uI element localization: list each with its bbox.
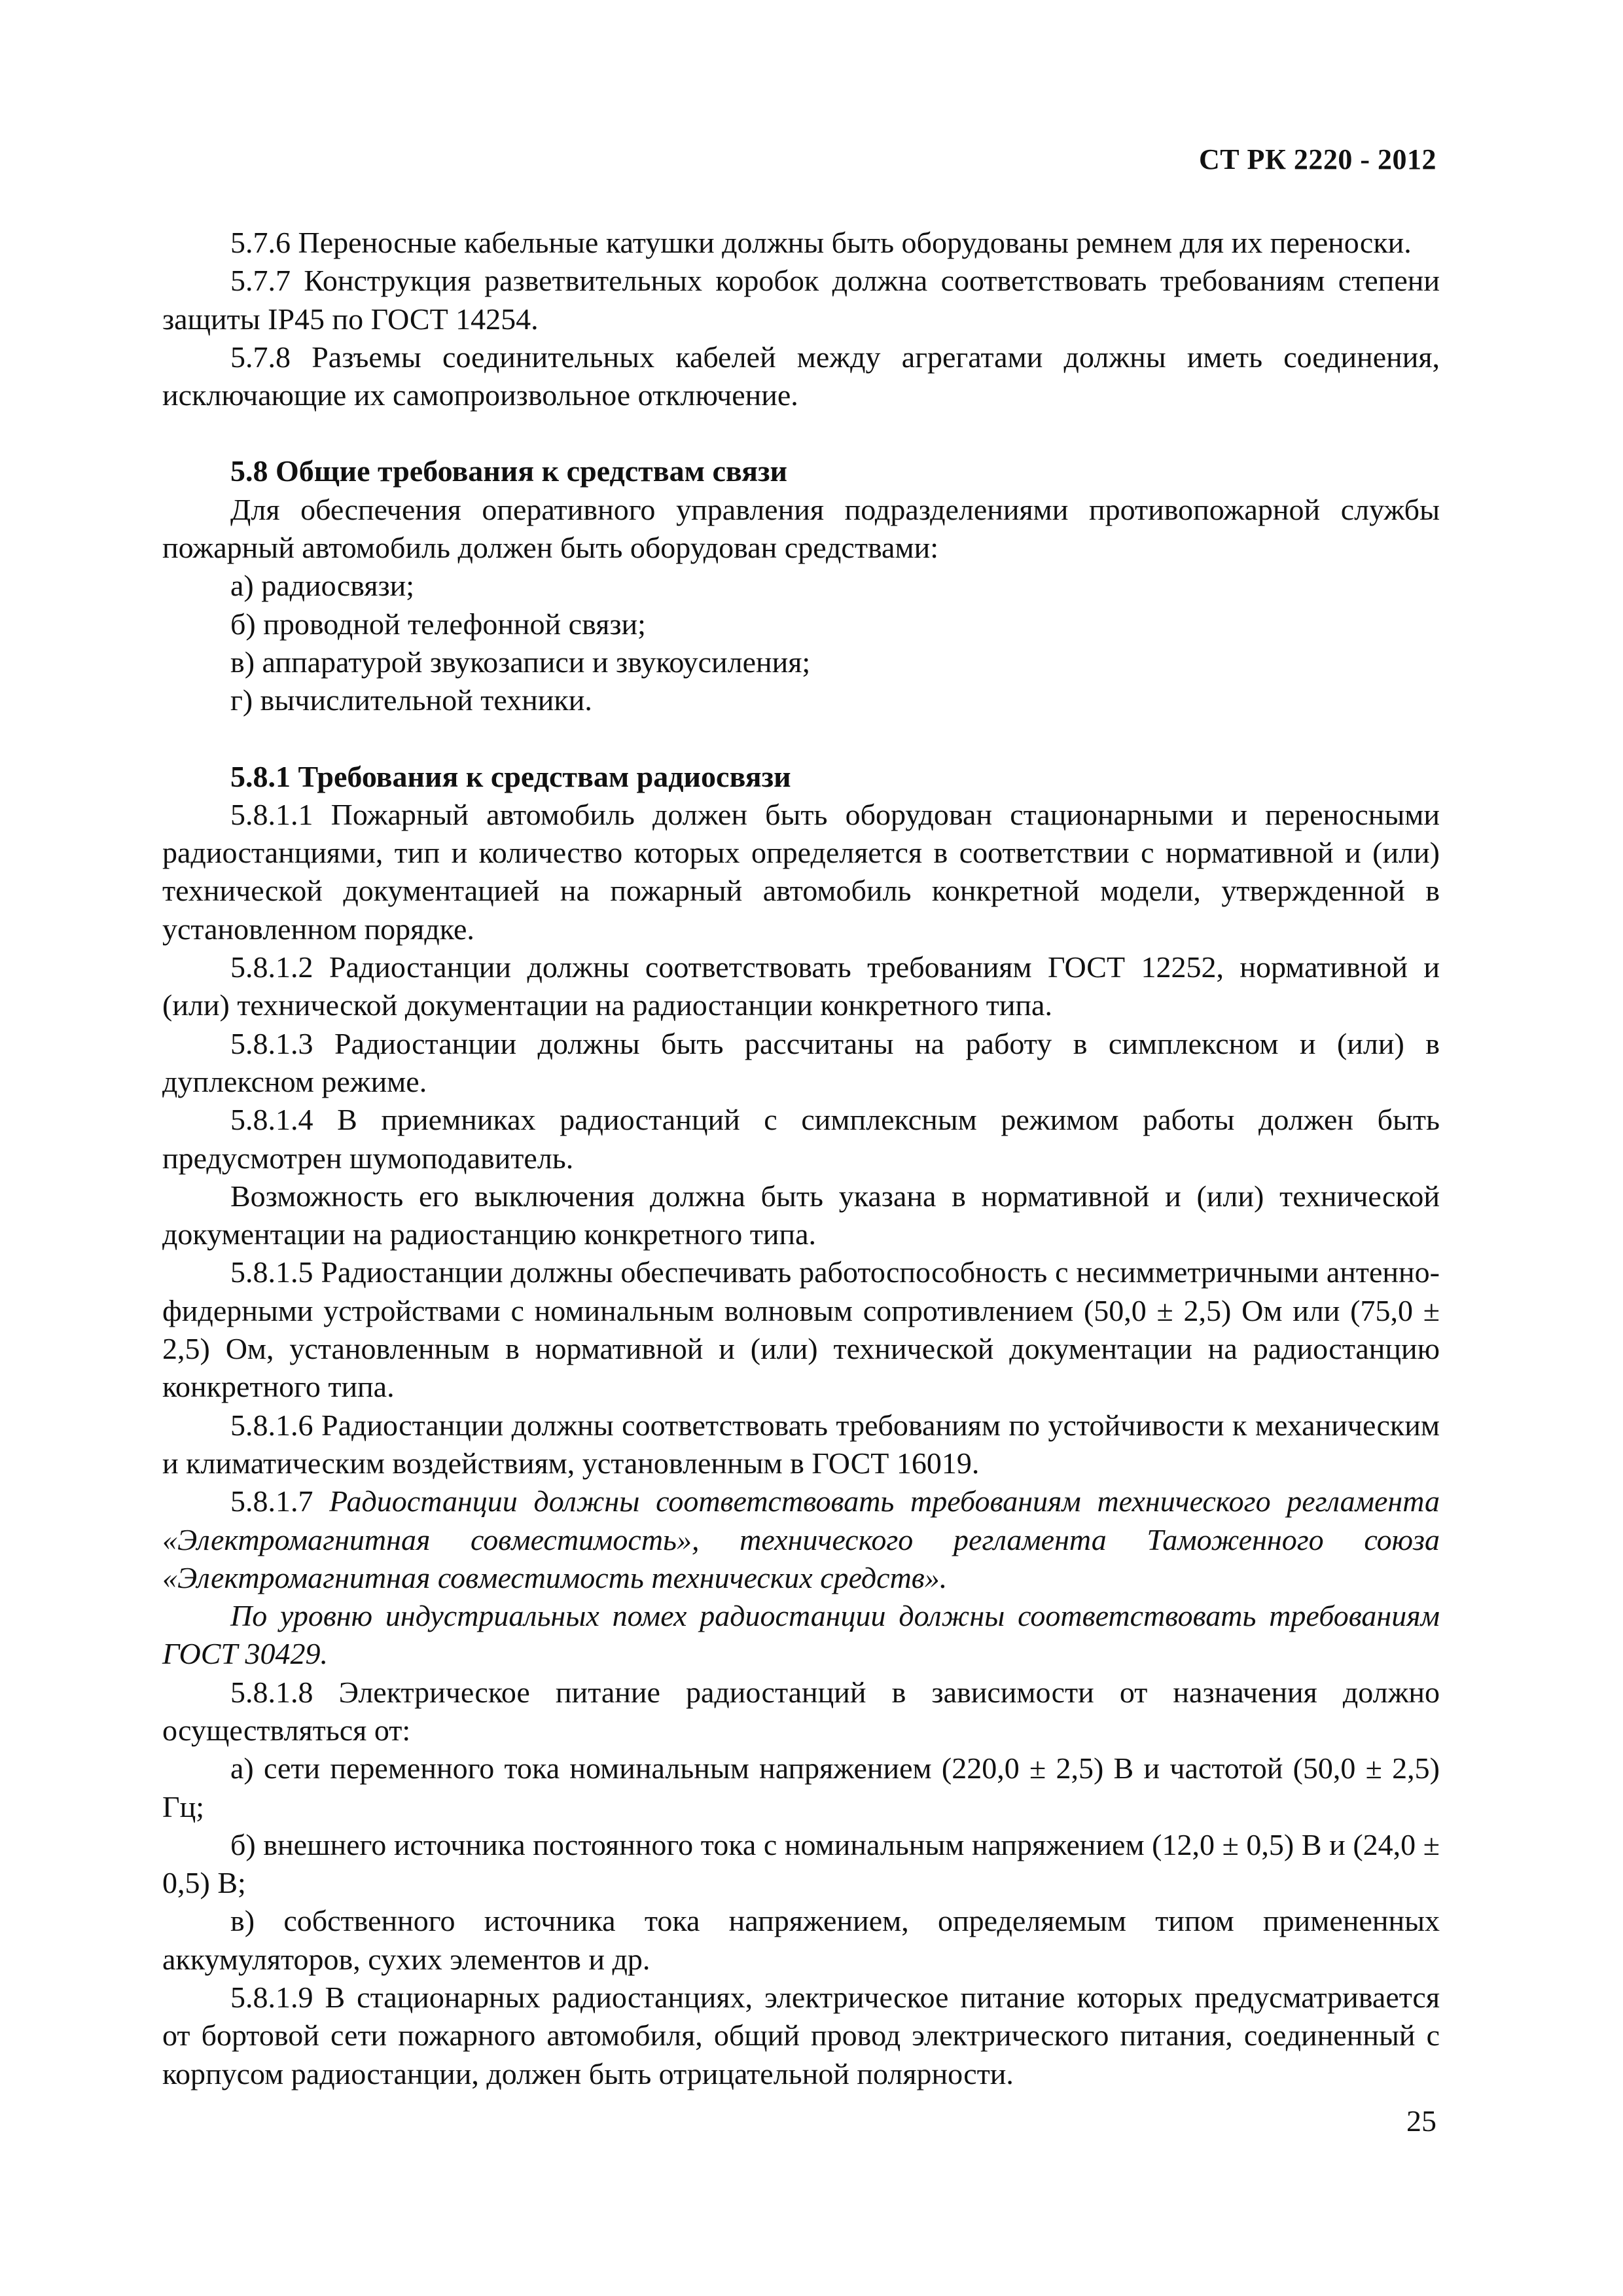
- paragraph-5-7-8: 5.7.8 Разъемы соединительных кабелей между агрегатами должны иметь соединения, исключающие их самопроизвольное отключение.: [162, 340, 1440, 412]
- list-item: г) вычислительной техники.: [230, 683, 592, 717]
- section-5-8-1-title: 5.8.1 Требования к средствам радиосвязи: [230, 759, 791, 793]
- paragraph-5-8-1-7: [162, 1482, 1440, 1597]
- document-code: СТ РК 2220 - 2012: [1198, 143, 1436, 175]
- paragraph-5-8-1-2: 5.8.1.2 Радиостанции должны соответствовать требованиям ГОСТ 12252, нормативной и (или) технической документации на радиостанции конкретного типа.: [162, 950, 1440, 1022]
- paragraph-5-7-6: 5.7.6 Переносные кабельные катушки должны быть оборудованы ремнем для их переноски.: [230, 226, 1412, 259]
- spacer: [162, 414, 1440, 452]
- list-item: а) сети переменного тока номинальным напряжением (220,0 ± 2,5) В и частотой (50,0 ± 2,5) Гц;: [162, 1751, 1440, 1823]
- paragraph-5-8-1-4: 5.8.1.4 В приемниках радиостанций с симплексным режимом работы должен быть предусмотрен шумоподавитель.: [162, 1103, 1440, 1175]
- paragraph-5-8-1-7-note: По уровню индустриальных помех радиостанции должны соответствовать требованиям ГОСТ 30429.: [162, 1599, 1440, 1671]
- paragraph-5-8-1-4-note: Возможность его выключения должна быть указана в нормативной и (или) технической документации на радиостанцию конкретного типа.: [162, 1179, 1440, 1251]
- list-item: а) радиосвязи;: [230, 569, 415, 603]
- document-body: [162, 224, 1440, 2093]
- paragraph-number: 5.8.1.7: [230, 1484, 330, 1518]
- section-5-8-title: 5.8 Общие требования к средствам связи: [230, 454, 787, 488]
- list-item: б) проводной телефонной связи;: [230, 607, 646, 641]
- list-item: в) собственного источника тока напряжением, определяемым типом примененных аккумуляторов, сухих элементов и др.: [162, 1904, 1440, 1976]
- page-number: 25: [1406, 2104, 1436, 2138]
- paragraph-5-8-1-8: 5.8.1.8 Электрическое питание радиостанций в зависимости от назначения должно осуществляться от:: [162, 1675, 1440, 1747]
- section-5-8-intro: Для обеспечения оперативного управления подразделениями противопожарной службы пожарный автомобиль должен быть оборудован средствами:: [162, 492, 1440, 565]
- paragraph-text: Радиостанции должны соответствовать требованиям технического регламента «Электромагнитная совместимость», технического регламента Таможенного союза «Электромагнитная совместимость технических средств».: [162, 1484, 1440, 1594]
- paragraph-5-8-1-1: 5.8.1.1 Пожарный автомобиль должен быть оборудован стационарными и переносными радиостанциями, тип и количество которых определяется в соответствии с нормативной и (или) технической документацией на пожарный автомобиль конкретной модели, утвержденной в установленном порядке.: [162, 797, 1440, 946]
- list-item: б) внешнего источника постоянного тока с номинальным напряжением (12,0 ± 0,5) В и (24,0 ± 0,5) В;: [162, 1827, 1440, 1900]
- spacer: [162, 720, 1440, 758]
- paragraph-5-8-1-5: 5.8.1.5 Радиостанции должны обеспечивать работоспособность с несимметричными антенно-фидерными устройствами с номинальным волновым сопротивлением (50,0 ± 2,5) Ом или (75,0 ± 2,5) Ом, установленным в нормативной и (или) технической документации на радиостанцию конкретного типа.: [162, 1255, 1440, 1404]
- list-item: в) аппаратурой звукозаписи и звукоусиления;: [230, 645, 811, 679]
- paragraph-5-8-1-3: 5.8.1.3 Радиостанции должны быть рассчитаны на работу в симплексном и (или) в дуплексном режиме.: [162, 1026, 1440, 1098]
- paragraph-5-8-1-9: 5.8.1.9 В стационарных радиостанциях, электрическое питание которых предусматривается от бортовой сети пожарного автомобиля, общий провод электрического питания, соединенный с корпусом радиостанции, должен быть отрицательной полярности.: [162, 1981, 1440, 2090]
- paragraph-5-7-7: 5.7.7 Конструкция разветвительных коробок должна соответствовать требованиям степени защиты IP45 по ГОСТ 14254.: [162, 264, 1440, 336]
- paragraph-5-8-1-6: 5.8.1.6 Радиостанции должны соответствовать требованиям по устойчивости к механическим и климатическим воздействиям, установленным в ГОСТ 16019.: [162, 1408, 1440, 1480]
